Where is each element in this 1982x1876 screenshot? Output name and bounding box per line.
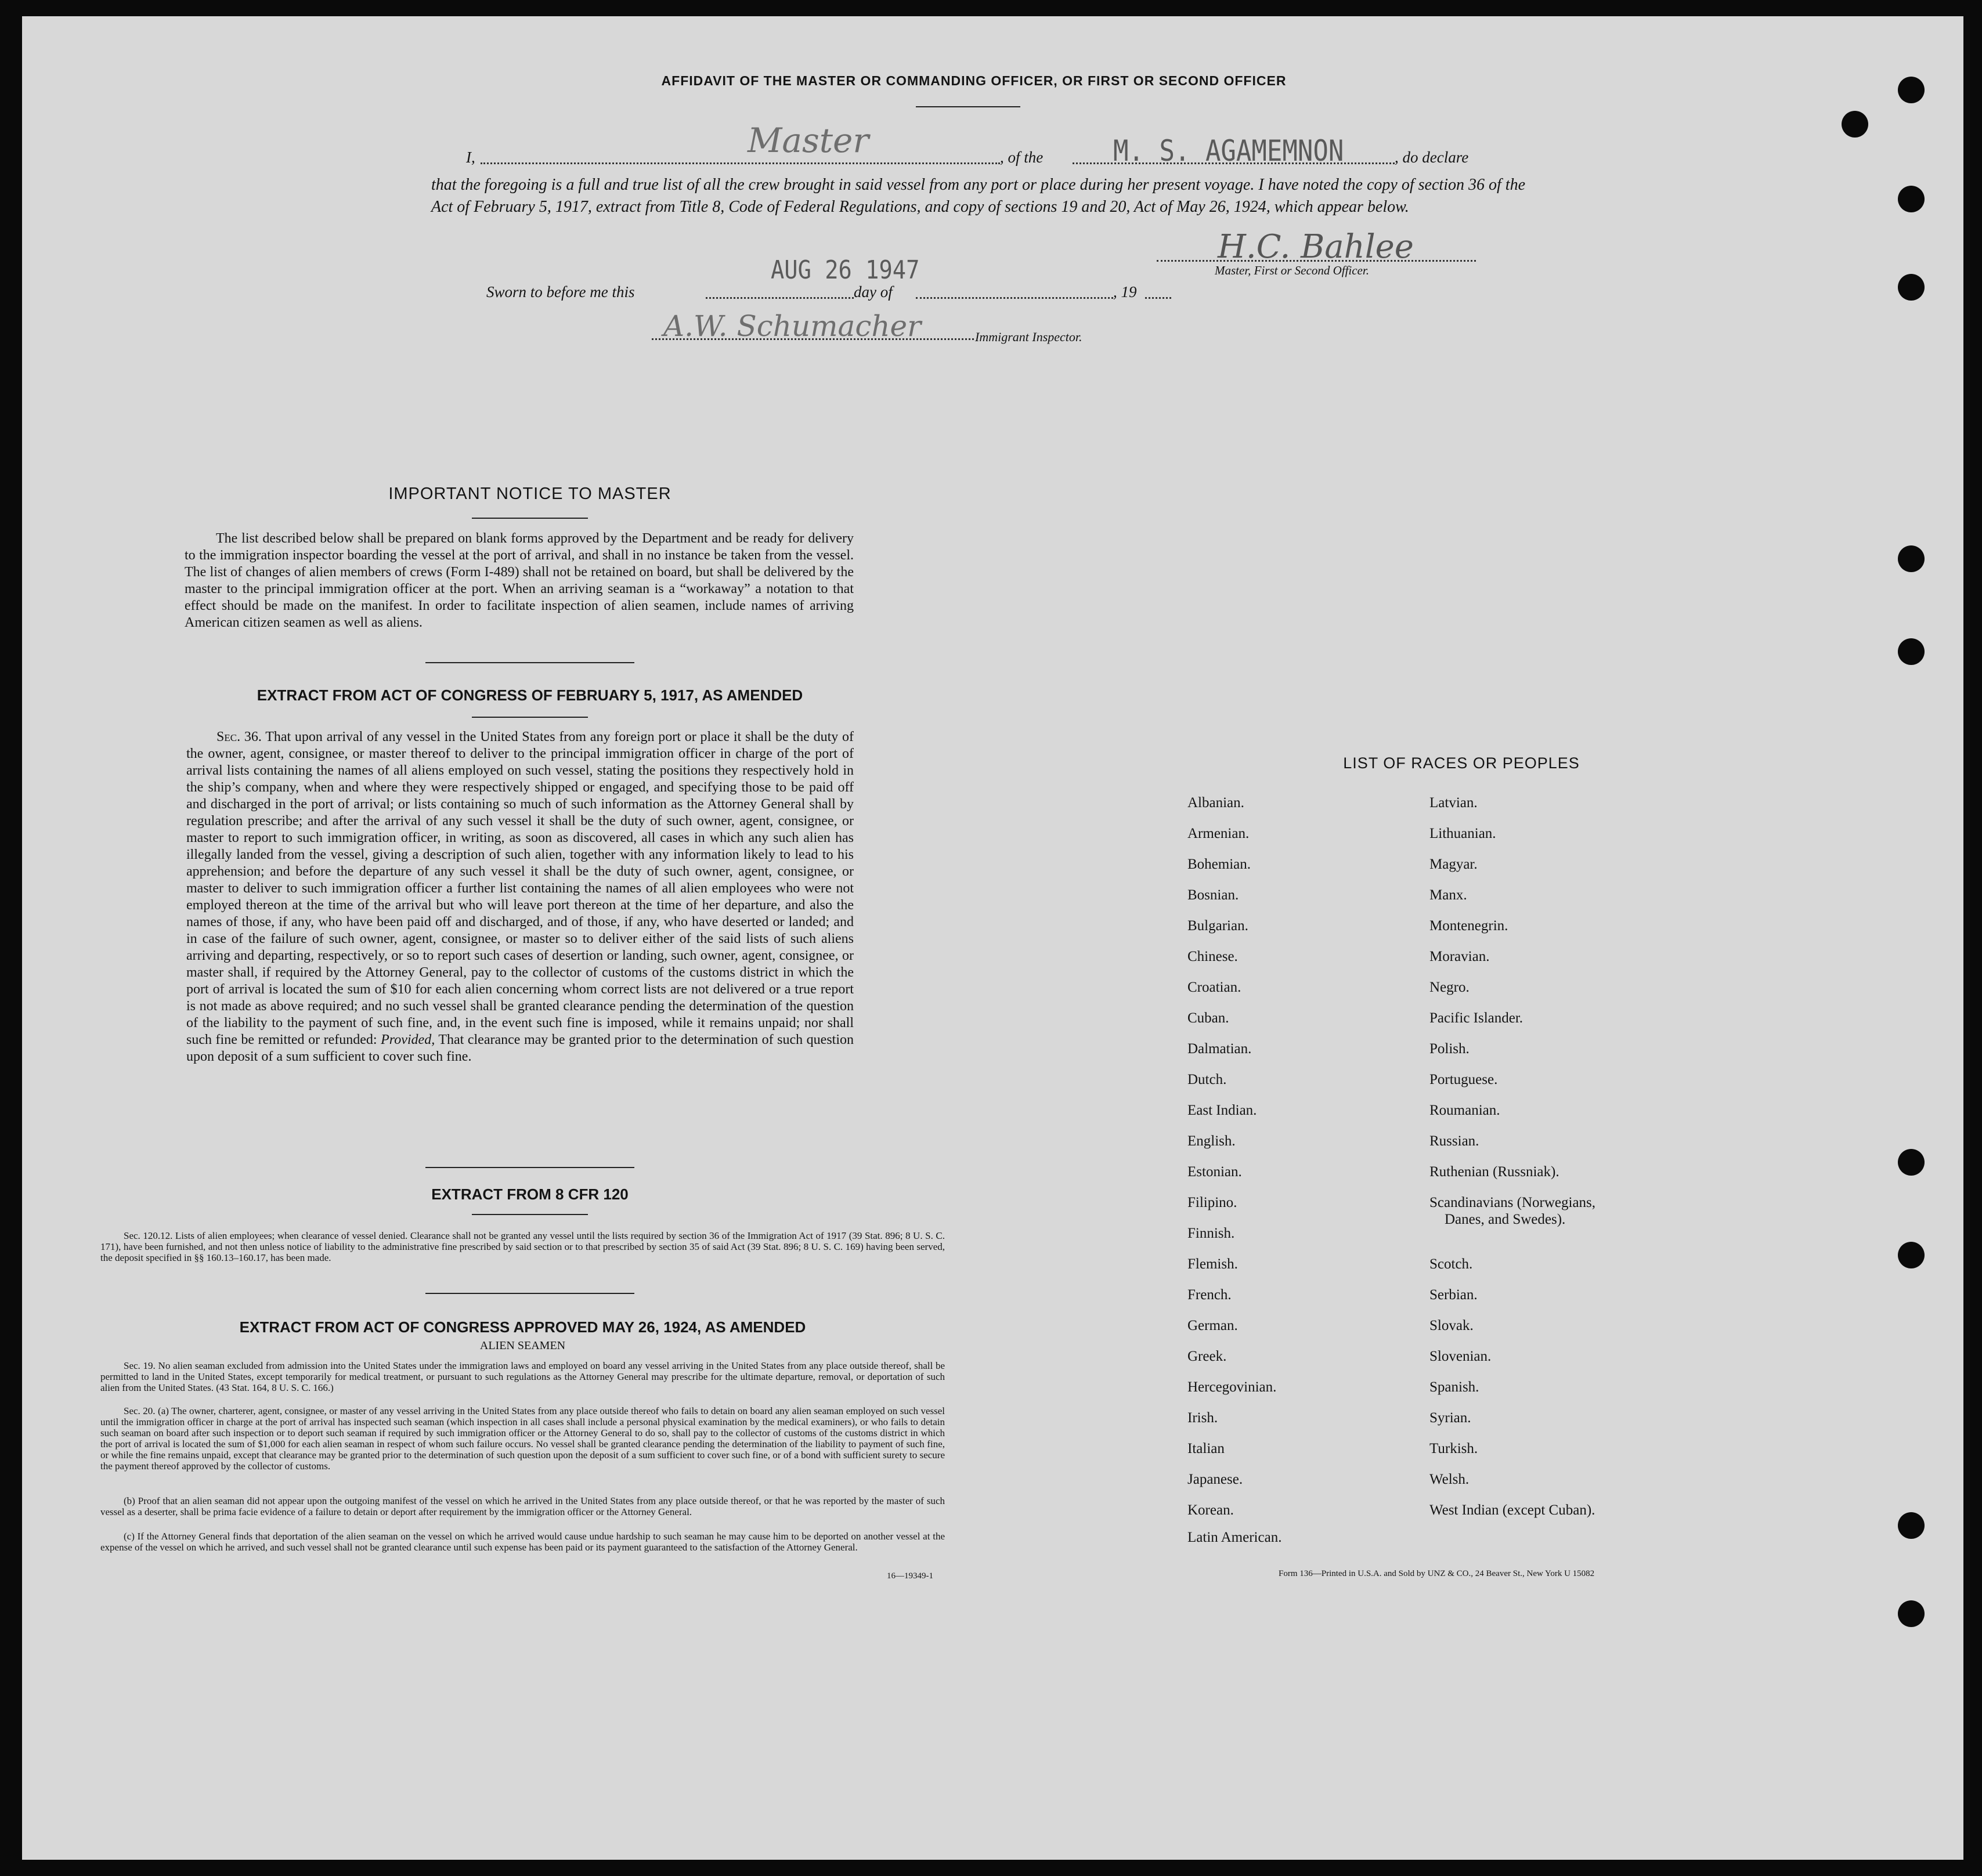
race-item: Scandinavians (Norwegians, [1429,1195,1596,1210]
extract-cfr-end-rule [425,1293,634,1294]
sec-20b-text: (b) Proof that an alien seaman did not appear upon the outgoing manifest of the vessel on which he arrived in the United States from any place outside thereof, or that he was reported by the master of such vessel as a deserter, shall be prima facie evidence of a failure to detain or deport after requirement by the immigration officer or the Attorney General. [100,1495,945,1517]
race-item: Syrian. [1429,1410,1471,1426]
race-item: Cuban. [1187,1010,1229,1026]
race-item: Magyar. [1429,856,1478,872]
race-item: Spanish. [1429,1379,1479,1395]
punch-hole [1898,638,1925,665]
punch-hole [1898,1512,1925,1539]
sworn-year-blank [1145,297,1171,299]
race-item: Lithuanian. [1429,826,1496,841]
inspector-signature: A.W. Schumacher [663,309,922,343]
do-declare-label: , do declare [1395,149,1469,166]
affidavit-title: AFFIDAVIT OF THE MASTER OR COMMANDING OFFICER, OR FIRST OR SECOND OFFICER [661,73,1287,88]
race-item: Dutch. [1187,1072,1227,1087]
race-item: Russian. [1429,1133,1479,1149]
master-signature-caption: Master, First or Second Officer. [1215,263,1369,277]
master-blank [481,162,1000,164]
extract-cfr-body: Sec. 120.12. Lists of alien employees; when clearance of vessel denied. Clearance shall not be granted any vessel until the lists required by section 36 of the Immigration Act of 1917 (39 Stat. 896; 8 U. S. C. 171), have been furnished, and not then unless notice of liability to the administrative fine prescribed by said section or to that prescribed by section 35 of said Act (39 Stat. 896; 8 U. S. C. 169) having been served, the deposit specified in §§ 160.13–160.17, has been made. [100,1230,945,1263]
race-item: Negro. [1429,979,1470,995]
extract-1924-title: EXTRACT FROM ACT OF CONGRESS APPROVED MAY 26, 1924, AS AMENDED [239,1318,806,1336]
sec-20a-text: Sec. 20. (a) The owner, charterer, agent, consignee, or master of any vessel arriving in the United States from any place outside thereof who fails to detain on board any alien seaman employed on such vessel until the immigration officer in charge at the port of arrival has inspected such seaman (which inspection in all cases shall include a personal physical examination by the medical examiners), or who fails to detain such seaman on board after such inspection or to deport such seaman if required by such immigration officer or the Attorney General to do so, shall pay to the collector of customs of the customs district in which the port of arrival is located the sum of $1,000 for each alien seaman in respect of whom such failure occurs. No vessel shall be granted clearance pending the determination of the liability to payment of such fine, or while the fine remains unpaid, except that clearance may be granted prior to the determination of such question upon the deposit of a sum sufficient to cover such fine, or of a bond with sufficient surety to secure the payment thereof approved by the collector of customs. [100,1405,945,1472]
race-item: Finnish. [1187,1226,1235,1241]
year-label: , 19 [1113,283,1137,301]
inspector-caption: Immigrant Inspector. [975,330,1082,344]
race-item: Latvian. [1429,795,1478,811]
race-item: Korean. [1187,1502,1234,1518]
form-code: 16—19349-1 [887,1571,933,1581]
race-item: West Indian (except Cuban). [1429,1502,1595,1518]
race-item: Danes, and Swedes). [1445,1212,1566,1227]
race-item: Albanian. [1187,795,1244,811]
affidavit-body: that the foregoing is a full and true list of all the crew brought in said vessel from any port or place during her present voyage. I have noted the copy of section 36 of the Act of February 5, 1917, extract from Title 8, Code of Federal Regulations, and copy of sections 19 and 20, Act of May 26, 1924, which appear below. [431,176,1525,216]
race-item: Scotch. [1429,1256,1473,1272]
punch-hole [1898,186,1925,212]
punch-hole [1842,111,1868,138]
punch-hole [1898,1149,1925,1176]
race-item: Polish. [1429,1041,1470,1057]
master-signature: H.C. Bahlee [1218,228,1414,266]
date-stamp: AUG 26 1947 [771,255,920,285]
title-rule [916,106,1020,107]
race-item: Pacific Islander. [1429,1010,1523,1026]
race-item: Japanese. [1187,1472,1243,1487]
race-item: Montenegrin. [1429,918,1508,934]
sec-36-label: Sec. 36. [216,729,262,744]
notice-title: IMPORTANT NOTICE TO MASTER [388,485,672,503]
punch-hole [1898,1600,1925,1627]
provided-word: Provided, [381,1032,435,1047]
race-item: Hercegovinian. [1187,1379,1277,1395]
of-the-label: , of the [1000,149,1044,166]
race-item: Roumanian. [1429,1103,1500,1118]
notice-end-rule [425,662,634,663]
extract-1917-end-rule [425,1167,634,1168]
punch-hole [1898,545,1925,572]
race-item: Bohemian. [1187,856,1251,872]
race-item: Chinese. [1187,949,1238,964]
printer-footer: Form 136—Printed in U.S.A. and Sold by UNZ & CO., 24 Beaver St., New York U 15082 [1279,1569,1595,1578]
races-title: LIST OF RACES OR PEOPLES [1343,754,1580,772]
race-item: Latin American. [1187,1530,1282,1545]
race-item: East Indian. [1187,1103,1257,1118]
race-item: Irish. [1187,1410,1218,1426]
race-item: English. [1187,1133,1236,1149]
race-item: Italian [1187,1441,1225,1456]
notice-body: The list described below shall be prepared on blank forms approved by the Department and be ready for delivery to the immigration inspector boarding the vessel at the port of arrival, and shall in no instance be taken from the vessel. The list of changes of alien members of crews (Form I-489) shall not be retained on board, but shall be delivered by the master to the principal immigration officer at the port. When an arriving seaman is a “workaway” a notation to that effect should be made on the manifest. In order to facilitate inspection of alien seamen, include names of arriving American citizen seamen as well as aliens. [185,531,854,630]
sec-19-text: Sec. 19. No alien seaman excluded from admission into the United States under the immigration laws and employed on board any vessel arriving in the United States from any place outside thereof, shall be permitted to land in the United States, except temporarily for medical treatment, or pursuant to such regulations as the Attorney General may prescribe for the ultimate departure, removal, or deportation of such alien from the United States. (43 Stat. 164, 8 U. S. C. 166.) [100,1360,945,1393]
sworn-label: Sworn to before me this [486,283,635,301]
day-of-label: day of [854,283,893,301]
extract-1917-title: EXTRACT FROM ACT OF CONGRESS OF FEBRUARY 5, 1917, AS AMENDED [257,686,803,704]
punch-hole [1898,77,1925,103]
notice-rule [472,518,588,519]
race-item: Bosnian. [1187,887,1239,903]
race-item: Turkish. [1429,1441,1478,1456]
race-item: Bulgarian. [1187,918,1248,934]
race-item: Manx. [1429,887,1467,903]
inspector-signature-line [652,338,974,340]
extract-1924-subtitle: ALIEN SEAMEN [479,1339,566,1352]
race-item: German. [1187,1318,1238,1333]
sec-36-text-a: That upon arrival of any vessel in the United States from any foreign port or place it shall be the duty of the owner, agent, consignee, or master thereof to deliver to the principal immigration officer in charge of the port of arrival lists containing the names of all aliens employed on such vessel, stating the positions they respectively hold in the ship’s company, when and where they were respectively shipped or engaged, and specifying those to be paid off and discharged in the port of arrival; or lists containing so much of such information as the Attorney General shall by regulation prescribe; and after the arrival of any such vessel it shall be the duty of such owner, agent, consignee, or master to report to such immigration officer, in writing, as soon as discovered, all cases in which any such alien has illegally landed from the vessel, giving a description of such alien, together with any information likely to lead to his apprehension; and before the departure of any such vessel it shall be the duty of such owner, agent, consignee, or master to deliver to such immigration officer a further list containing the names of all alien employees who were not employed thereon at the time of the arrival but who will leave port thereon at the time of her departure, and also the names of those, if any, who have been paid off and discharged, and of those, if any, who have deserted or landed; and in case of the failure of such owner, agent, consignee, or master so to deliver either of the said lists of such aliens arriving and departing, respectively, or so to report such cases of desertion or landing, such owner, agent, consignee, or master shall, if required by the Attorney General, pay to the collector of customs of the customs district in which the port of arrival is located the sum of $10 for each alien concerning whom correct lists are not delivered or a true report is not made as above required; and no such vessel shall be granted clearance pending the determination of the question of the liability to the payment of such fine, and, in the event such fine is imposed, while it remains unpaid; nor shall such fine be remitted or refunded: [186,729,854,1047]
declare-prefix: I, [466,149,475,166]
vessel-name-stamp: M. S. AGAMEMNON [1113,134,1344,168]
race-item: Serbian. [1429,1287,1478,1303]
race-item: Armenian. [1187,826,1250,841]
extract-cfr-rule [472,1214,588,1215]
master-signature-line [1157,260,1476,262]
race-item: Flemish. [1187,1256,1238,1272]
punch-hole [1898,274,1925,301]
sworn-day-blank [706,297,854,299]
race-item: Welsh. [1429,1472,1470,1487]
sec-36-text-b: That clearance may be granted prior to the determination of such question upon deposit of a sum sufficient to cover such fine. [186,1032,854,1064]
sec-20c-text: (c) If the Attorney General finds that deportation of the alien seaman on the vessel on which he arrived would cause undue hardship to such seaman he may cause him to be deported on another vessel at the expense of the vessel on which he arrived, and such vessel shall not be granted clearance until such expense has been paid or its payment guaranteed to the satisfaction of the Attorney General. [100,1531,945,1553]
extract-cfr-title: EXTRACT FROM 8 CFR 120 [431,1185,629,1203]
extract-1917-rule [472,717,588,718]
race-item: Slovenian. [1429,1349,1492,1364]
race-item: Greek. [1187,1349,1227,1364]
race-item: Moravian. [1429,949,1490,964]
master-handwriting: Master [748,121,869,160]
race-item: French. [1187,1287,1232,1303]
race-item: Estonian. [1187,1164,1242,1180]
race-item: Croatian. [1187,979,1241,995]
race-item: Slovak. [1429,1318,1474,1333]
race-item: Filipino. [1187,1195,1237,1210]
punch-hole [1898,1242,1925,1268]
race-item: Dalmatian. [1187,1041,1252,1057]
sworn-month-blank [916,297,1113,299]
extract-1917-body [186,729,854,1065]
race-item: Portuguese. [1429,1072,1498,1087]
form-page [22,16,1963,1860]
race-item: Ruthenian (Russniak). [1429,1164,1559,1180]
